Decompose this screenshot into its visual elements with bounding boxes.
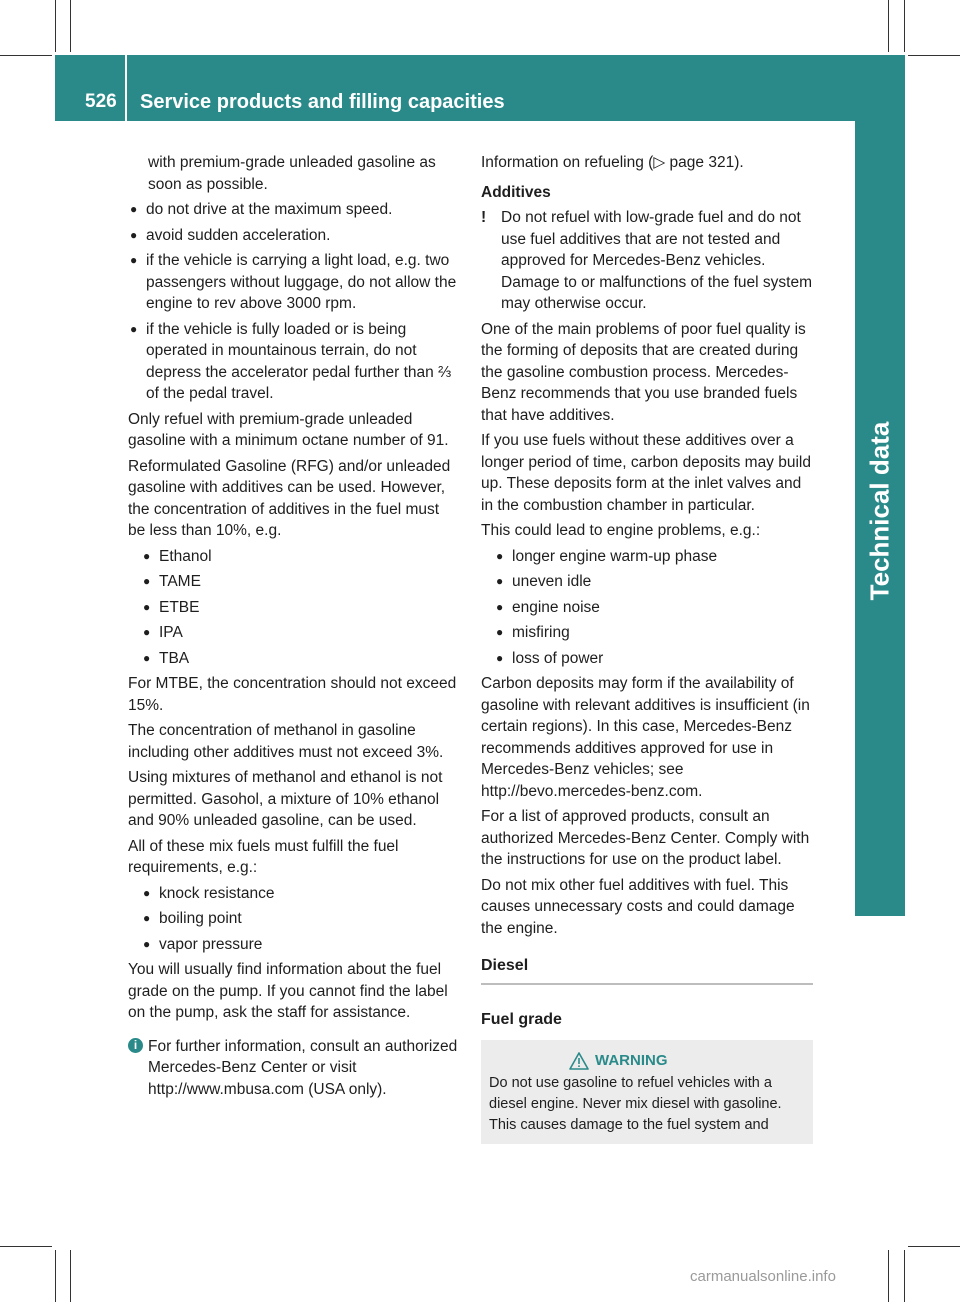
- bullet-icon: ●: [143, 936, 151, 951]
- list-item: ● ETBE: [141, 597, 460, 619]
- caution-icon: !: [481, 209, 487, 226]
- bullet-icon: ●: [143, 885, 151, 900]
- left-column: [128, 152, 460, 1104]
- bullet-icon: ●: [496, 650, 504, 665]
- list-item: ● if the vehicle is fully loaded or is being operated in mountainous terrain, do not depress the accelerator pedal further than ⅔ of the pedal travel.: [130, 320, 452, 402]
- list-item: ● uneven idle: [494, 571, 813, 593]
- paragraph: Do not mix other fuel additives with fuel. This causes unnecessary costs and could damage the engine.: [481, 876, 795, 937]
- crop-mark: [55, 1250, 56, 1302]
- bullet-icon: ●: [130, 227, 138, 242]
- subheading-fuel-grade: Fuel grade: [481, 1010, 562, 1028]
- bullet-icon: ●: [496, 574, 504, 588]
- crop-mark: [888, 0, 889, 52]
- paragraph: Using mixtures of methanol and ethanol is not permitted. Gasohol, a mixture of 10% ethanol and 90% unleaded gasoline, can be used.: [128, 769, 443, 829]
- crop-mark: [904, 1250, 905, 1302]
- list-item: ● longer engine warm-up phase: [494, 546, 813, 568]
- header-divider: [125, 55, 127, 121]
- bullet-list: [128, 199, 460, 405]
- side-tab: [855, 121, 905, 916]
- list-item: ● boiling point: [141, 908, 460, 930]
- watermark: carmanualsonline.info: [690, 1268, 836, 1285]
- page-header: [55, 55, 905, 121]
- bullet-icon: ●: [143, 625, 151, 639]
- crop-mark: [0, 1246, 52, 1247]
- bullet-icon: ●: [130, 253, 138, 267]
- list-item: ● do not drive at the maximum speed.: [128, 199, 460, 221]
- paragraph: If you use fuels without these additives over a longer period of time, carbon deposits may build up. These deposits form at the inlet valves and in the combustion chamber in particular.: [481, 432, 811, 514]
- paragraph: You will usually find information about the fuel grade on the pump. If you cannot find the label on the pump, ask the staff for assistance.: [128, 961, 448, 1021]
- problems-list: [494, 546, 813, 670]
- list-item: ● TAME: [141, 571, 460, 593]
- list-item: ● TBA: [141, 648, 460, 670]
- paragraph: Information on refueling (▷ page 321).: [481, 154, 744, 171]
- paragraph: Carbon deposits may form if the availability of gasoline with relevant additives is insufficient (in certain regions). In this case, Mercedes-Benz recommends additives approved for use in Mercedes-Benz vehicles; see http://bevo.mercedes-benz.com.: [481, 675, 810, 800]
- crop-mark: [908, 1246, 960, 1247]
- additive-list: [141, 546, 460, 670]
- caution-note: [481, 207, 813, 315]
- paragraph: For a list of approved products, consult an authorized Mercedes-Benz Center. Comply with the instructions for use on the product label.: [481, 808, 810, 868]
- list-item: ● knock resistance: [141, 883, 460, 905]
- list-item: ● misfiring: [494, 622, 813, 644]
- bullet-icon: ●: [143, 548, 151, 563]
- paragraph: For MTBE, the concentration should not exceed 15%.: [128, 675, 457, 714]
- bullet-icon: ●: [130, 321, 138, 336]
- list-item: ● if the vehicle is carrying a light load, e.g. two passengers without luggage, do not allow the engine to rev above 3000 rpm.: [130, 252, 457, 312]
- list-item: ● avoid sudden acceleration.: [128, 225, 460, 247]
- crop-mark: [904, 0, 905, 52]
- list-item: ● vapor pressure: [141, 934, 460, 956]
- info-note: [128, 1036, 460, 1101]
- crop-mark: [70, 1250, 71, 1302]
- page-title: Service products and filling capacities: [140, 91, 505, 113]
- list-item: ● loss of power: [494, 648, 813, 670]
- warning-triangle-icon: [569, 1052, 589, 1070]
- crop-mark: [0, 55, 52, 56]
- side-tab-label: Technical data: [864, 421, 895, 601]
- crop-mark: [908, 55, 960, 56]
- paragraph: One of the main problems of poor fuel quality is the forming of deposits that are created during the gasoline combustion process. Mercedes-Benz recommends that you use branded fuels that have additives.: [481, 320, 806, 424]
- crop-mark: [70, 0, 71, 52]
- bullet-icon: ●: [143, 911, 151, 925]
- bullet-icon: ●: [496, 599, 504, 614]
- warning-header: [489, 1050, 803, 1071]
- paragraph: All of these mix fuels must fulfill the fuel requirements, e.g.:: [128, 837, 399, 876]
- caution-text: Do not refuel with low-grade fuel and do not use fuel additives that are not tested and approved for Mercedes-Benz vehicles. Damage to or malfunctions of the fuel system may otherwise occur.: [501, 209, 813, 312]
- right-column: [481, 152, 813, 1144]
- paragraph: This could lead to engine problems, e.g.:: [481, 522, 761, 539]
- paragraph: with premium-grade unleaded gasoline as soon as possible.: [148, 154, 436, 193]
- list-item: ● engine noise: [494, 597, 813, 619]
- warning-box: [481, 1040, 813, 1144]
- crop-mark: [55, 0, 56, 52]
- paragraph: The concentration of methanol in gasoline including other additives must not exceed 3%.: [128, 722, 444, 761]
- bullet-icon: ●: [143, 574, 151, 588]
- list-item: ● Ethanol: [141, 546, 460, 568]
- list-item: ● IPA: [141, 622, 460, 644]
- additives-heading: Additives: [481, 183, 551, 201]
- bullet-icon: ●: [143, 650, 151, 665]
- requirements-list: [141, 883, 460, 956]
- bullet-icon: ●: [143, 599, 151, 614]
- bullet-icon: ●: [496, 548, 504, 563]
- page-number: 526: [85, 91, 117, 112]
- crop-mark: [888, 1250, 889, 1302]
- section-heading-diesel: Diesel: [481, 955, 813, 985]
- info-note-text: For further information, consult an authorized Mercedes-Benz Center or visit http://www.mbusa.com (USA only).: [148, 1037, 458, 1098]
- bullet-icon: ●: [130, 202, 138, 216]
- warning-label: WARNING: [595, 1052, 668, 1069]
- paragraph: Only refuel with premium-grade unleaded gasoline with a minimum octane number of 91.: [128, 410, 449, 449]
- warning-text: Do not use gasoline to refuel vehicles with a diesel engine. Never mix diesel with gasoline. This causes damage to the fuel system and: [489, 1075, 782, 1133]
- paragraph: Reformulated Gasoline (RFG) and/or unleaded gasoline with additives can be used. However, the concentration of additives in the fuel must be less than 10%, e.g.: [128, 457, 451, 539]
- info-icon: i: [128, 1038, 143, 1053]
- bullet-icon: ●: [496, 625, 504, 639]
